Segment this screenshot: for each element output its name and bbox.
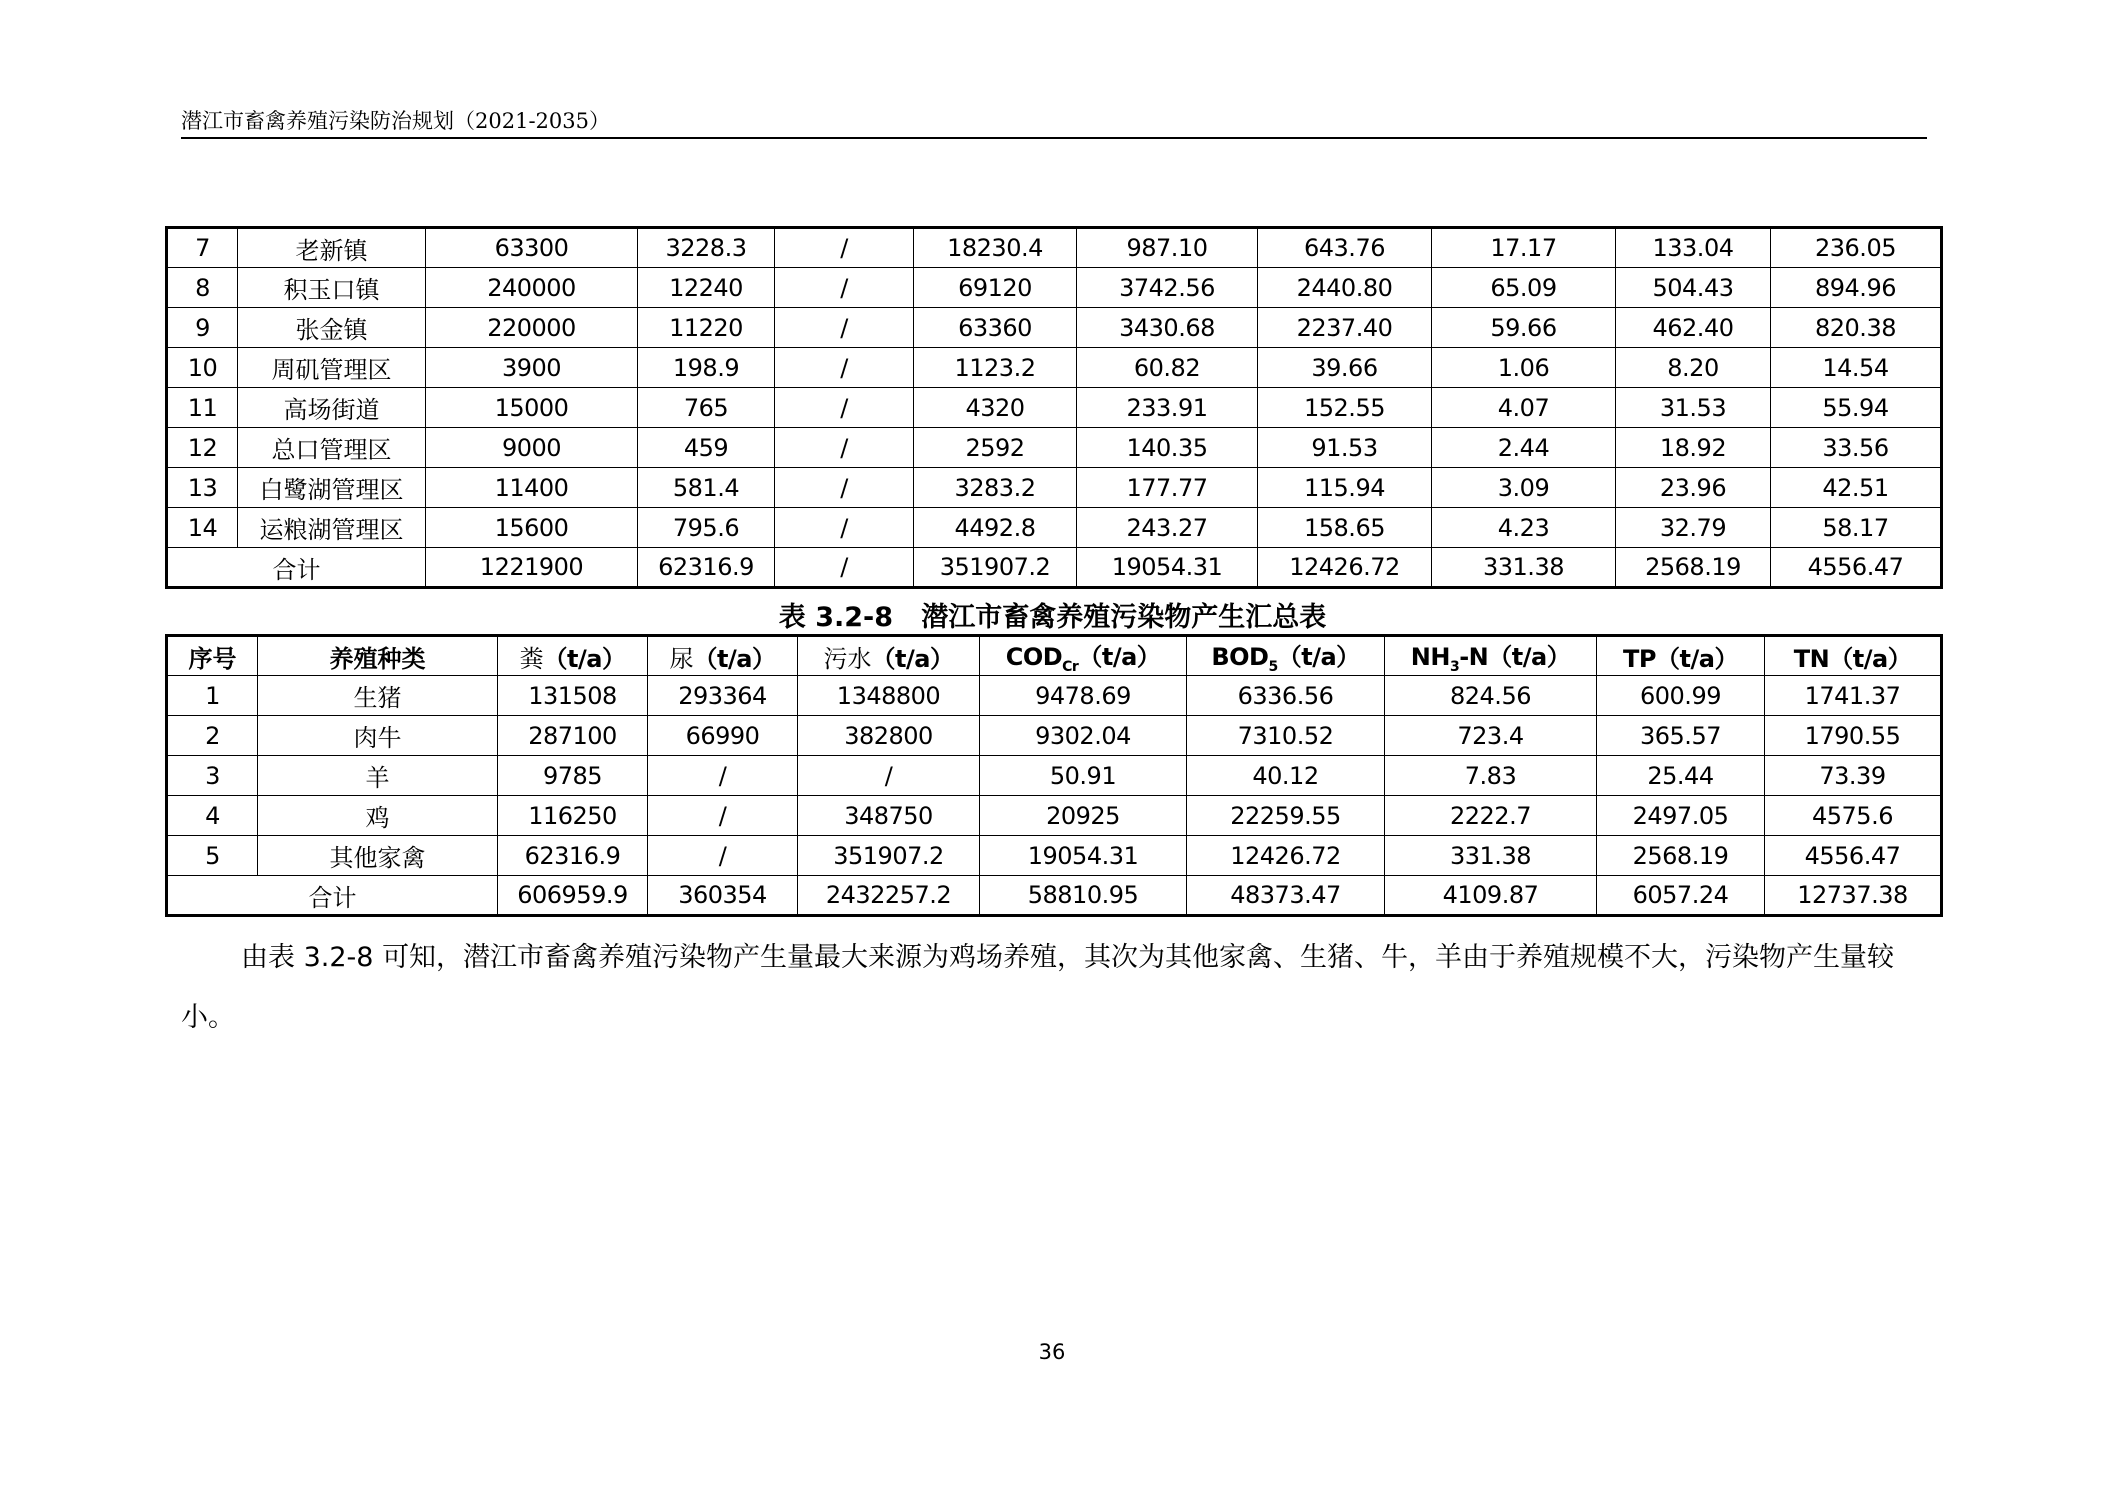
document-header-title: 潜江市畜禽养殖污染防治规划（2021-2035） — [181, 109, 610, 133]
cell: 58810.95 — [980, 876, 1187, 916]
cell: 462.40 — [1616, 308, 1771, 348]
cell: 60.82 — [1077, 348, 1258, 388]
header-nh3n: $NH_3-N(t/a)$ — [1385, 636, 1597, 676]
table-row — [167, 268, 1942, 308]
paragraph-text-start: 由表 — [241, 942, 295, 973]
cell: 4575.6 — [1765, 796, 1942, 836]
cell: 9302.04 — [980, 716, 1187, 756]
header-urine: 尿（t/a） — [648, 636, 798, 676]
cell: 795.6 — [638, 508, 775, 548]
header-divider — [181, 137, 1927, 139]
cell: / — [798, 756, 980, 796]
table-row — [167, 308, 1942, 348]
cell: 5 — [167, 836, 258, 876]
cell: 2440.80 — [1258, 268, 1432, 308]
header-wastewater: 污水（t/a） — [798, 636, 980, 676]
cell: 张金镇 — [238, 308, 426, 348]
paragraph-text-rest: 可知，潜江市畜禽养殖污染物产生量最大来源为鸡场养殖，其次为其他家禽、生猪、牛，羊由于养殖规模不大，污染物产生量较小。 — [181, 942, 1895, 1033]
cell: 240000 — [426, 268, 638, 308]
cell: 1790.55 — [1765, 716, 1942, 756]
total-label: 合计 — [167, 548, 426, 588]
cell: 2222.7 — [1385, 796, 1597, 836]
cell: 331.38 — [1385, 836, 1597, 876]
cell: 高场街道 — [238, 388, 426, 428]
cell: 158.65 — [1258, 508, 1432, 548]
cell: 3742.56 — [1077, 268, 1258, 308]
pollutant-summary-table — [165, 634, 1943, 917]
table-row — [167, 468, 1942, 508]
cell: 50.91 — [980, 756, 1187, 796]
cell: 9478.69 — [980, 676, 1187, 716]
cell: 360354 — [648, 876, 798, 916]
cell: 积玉口镇 — [238, 268, 426, 308]
cell: 2.44 — [1432, 428, 1616, 468]
cell: 2592 — [914, 428, 1077, 468]
cell: 643.76 — [1258, 228, 1432, 268]
cell: 65.09 — [1432, 268, 1616, 308]
cell: / — [775, 468, 914, 508]
cell: / — [775, 348, 914, 388]
cell: / — [775, 388, 914, 428]
table-caption — [165, 595, 1940, 634]
cell: 其他家禽 — [258, 836, 498, 876]
cell: 7.83 — [1385, 756, 1597, 796]
cell: / — [775, 508, 914, 548]
cell: 23.96 — [1616, 468, 1771, 508]
cell: 老新镇 — [238, 228, 426, 268]
cell: 1.06 — [1432, 348, 1616, 388]
cell: 20925 — [980, 796, 1187, 836]
cell: 723.4 — [1385, 716, 1597, 756]
cell: 351907.2 — [798, 836, 980, 876]
cell: 1348800 — [798, 676, 980, 716]
cell: / — [775, 308, 914, 348]
header-feces: 粪（t/a） — [498, 636, 648, 676]
cell: 7 — [167, 228, 238, 268]
cell: 62316.9 — [498, 836, 648, 876]
cell: 287100 — [498, 716, 648, 756]
table-header-row — [167, 636, 1942, 676]
caption-number: 3.2-8 — [815, 602, 894, 633]
cell: 4.23 — [1432, 508, 1616, 548]
cell: 40.12 — [1187, 756, 1385, 796]
cell: / — [648, 756, 798, 796]
table-row — [167, 508, 1942, 548]
cell: 140.35 — [1077, 428, 1258, 468]
cell: 293364 — [648, 676, 798, 716]
cell: 4320 — [914, 388, 1077, 428]
cell: 820.38 — [1771, 308, 1942, 348]
cell: 10 — [167, 348, 238, 388]
cell: 25.44 — [1597, 756, 1765, 796]
header-bod: $BOD_5(t/a)$ — [1187, 636, 1385, 676]
table-row — [167, 428, 1942, 468]
cell: 18.92 — [1616, 428, 1771, 468]
body-paragraph — [181, 928, 1927, 1048]
cell: 9 — [167, 308, 238, 348]
cell: 2 — [167, 716, 258, 756]
cell: 3283.2 — [914, 468, 1077, 508]
cell: 765 — [638, 388, 775, 428]
table-row — [167, 676, 1942, 716]
cell: 3900 — [426, 348, 638, 388]
cell: 236.05 — [1771, 228, 1942, 268]
cell: 31.53 — [1616, 388, 1771, 428]
cell: 12426.72 — [1187, 836, 1385, 876]
table-row — [167, 388, 1942, 428]
total-label: 合计 — [167, 876, 498, 916]
cell: 总口管理区 — [238, 428, 426, 468]
cell: 12426.72 — [1258, 548, 1432, 588]
cell: / — [648, 836, 798, 876]
cell: 73.39 — [1765, 756, 1942, 796]
cell: 824.56 — [1385, 676, 1597, 716]
paragraph-table-ref: 3.2-8 — [303, 942, 374, 973]
cell: 11220 — [638, 308, 775, 348]
cell: 1221900 — [426, 548, 638, 588]
cell: 2237.40 — [1258, 308, 1432, 348]
caption-prefix: 表 — [778, 602, 806, 633]
cell: 2432257.2 — [798, 876, 980, 916]
table-row — [167, 796, 1942, 836]
cell: 7310.52 — [1187, 716, 1385, 756]
cell: 1 — [167, 676, 258, 716]
cell: 177.77 — [1077, 468, 1258, 508]
header-tn: TN（t/a） — [1765, 636, 1942, 676]
cell: 羊 — [258, 756, 498, 796]
cell: 2497.05 — [1597, 796, 1765, 836]
cell: 606959.9 — [498, 876, 648, 916]
cell: 4492.8 — [914, 508, 1077, 548]
cell: 504.43 — [1616, 268, 1771, 308]
cell: 4109.87 — [1385, 876, 1597, 916]
cell: / — [775, 548, 914, 588]
cell: 3430.68 — [1077, 308, 1258, 348]
cell: 3.09 — [1432, 468, 1616, 508]
cell: 14 — [167, 508, 238, 548]
cell: 55.94 — [1771, 388, 1942, 428]
cell: 233.91 — [1077, 388, 1258, 428]
table-row — [167, 716, 1942, 756]
cell: 肉牛 — [258, 716, 498, 756]
cell: 13 — [167, 468, 238, 508]
cell: 220000 — [426, 308, 638, 348]
cell: 运粮湖管理区 — [238, 508, 426, 548]
cell: 14.54 — [1771, 348, 1942, 388]
cell: 17.17 — [1432, 228, 1616, 268]
cell: 62316.9 — [638, 548, 775, 588]
cell: 48373.47 — [1187, 876, 1385, 916]
cell: 1123.2 — [914, 348, 1077, 388]
table-row — [167, 756, 1942, 796]
cell: 243.27 — [1077, 508, 1258, 548]
cell: 8 — [167, 268, 238, 308]
cell: 152.55 — [1258, 388, 1432, 428]
cell: 4 — [167, 796, 258, 836]
cell: 12240 — [638, 268, 775, 308]
cell: 987.10 — [1077, 228, 1258, 268]
cell: 116250 — [498, 796, 648, 836]
cell: 6057.24 — [1597, 876, 1765, 916]
cell: 382800 — [798, 716, 980, 756]
cell: 459 — [638, 428, 775, 468]
cell: 32.79 — [1616, 508, 1771, 548]
cell: 9000 — [426, 428, 638, 468]
header-cod: $COD_{Cr}(t/a)$ — [980, 636, 1187, 676]
cell: 115.94 — [1258, 468, 1432, 508]
cell: 12737.38 — [1765, 876, 1942, 916]
cell: 生猪 — [258, 676, 498, 716]
cell: 39.66 — [1258, 348, 1432, 388]
cell: 42.51 — [1771, 468, 1942, 508]
cell: 鸡 — [258, 796, 498, 836]
town-pollution-table — [165, 226, 1943, 589]
cell: 周矶管理区 — [238, 348, 426, 388]
cell: 581.4 — [638, 468, 775, 508]
cell: 69120 — [914, 268, 1077, 308]
cell: 9785 — [498, 756, 648, 796]
cell: 1741.37 — [1765, 676, 1942, 716]
table-total-row — [167, 548, 1942, 588]
header-seq: 序号 — [167, 636, 258, 676]
cell: 3228.3 — [638, 228, 775, 268]
caption-title: 潜江市畜禽养殖污染物产生汇总表 — [921, 602, 1327, 633]
cell: 63300 — [426, 228, 638, 268]
table-row — [167, 228, 1942, 268]
header-type: 养殖种类 — [258, 636, 498, 676]
cell: 白鹭湖管理区 — [238, 468, 426, 508]
cell: 11400 — [426, 468, 638, 508]
cell: 331.38 — [1432, 548, 1616, 588]
cell: 19054.31 — [980, 836, 1187, 876]
table-row — [167, 836, 1942, 876]
cell: 894.96 — [1771, 268, 1942, 308]
table-total-row — [167, 876, 1942, 916]
cell: 365.57 — [1597, 716, 1765, 756]
table-row — [167, 348, 1942, 388]
cell: 58.17 — [1771, 508, 1942, 548]
cell: 8.20 — [1616, 348, 1771, 388]
cell: 348750 — [798, 796, 980, 836]
cell: 3 — [167, 756, 258, 796]
cell: / — [775, 228, 914, 268]
header-tp: TP（t/a） — [1597, 636, 1765, 676]
cell: 19054.31 — [1077, 548, 1258, 588]
cell: 198.9 — [638, 348, 775, 388]
cell: 66990 — [648, 716, 798, 756]
cell: 4.07 — [1432, 388, 1616, 428]
cell: / — [775, 428, 914, 468]
cell: / — [648, 796, 798, 836]
cell: 15000 — [426, 388, 638, 428]
cell: 4556.47 — [1765, 836, 1942, 876]
cell: 91.53 — [1258, 428, 1432, 468]
cell: / — [775, 268, 914, 308]
cell: 131508 — [498, 676, 648, 716]
cell: 22259.55 — [1187, 796, 1385, 836]
cell: 6336.56 — [1187, 676, 1385, 716]
cell: 12 — [167, 428, 238, 468]
cell: 133.04 — [1616, 228, 1771, 268]
cell: 4556.47 — [1771, 548, 1942, 588]
cell: 351907.2 — [914, 548, 1077, 588]
cell: 600.99 — [1597, 676, 1765, 716]
cell: 2568.19 — [1597, 836, 1765, 876]
cell: 33.56 — [1771, 428, 1942, 468]
cell: 59.66 — [1432, 308, 1616, 348]
cell: 18230.4 — [914, 228, 1077, 268]
cell: 15600 — [426, 508, 638, 548]
cell: 11 — [167, 388, 238, 428]
cell: 2568.19 — [1616, 548, 1771, 588]
page-number: 36 — [1038, 1340, 1066, 1364]
cell: 63360 — [914, 308, 1077, 348]
